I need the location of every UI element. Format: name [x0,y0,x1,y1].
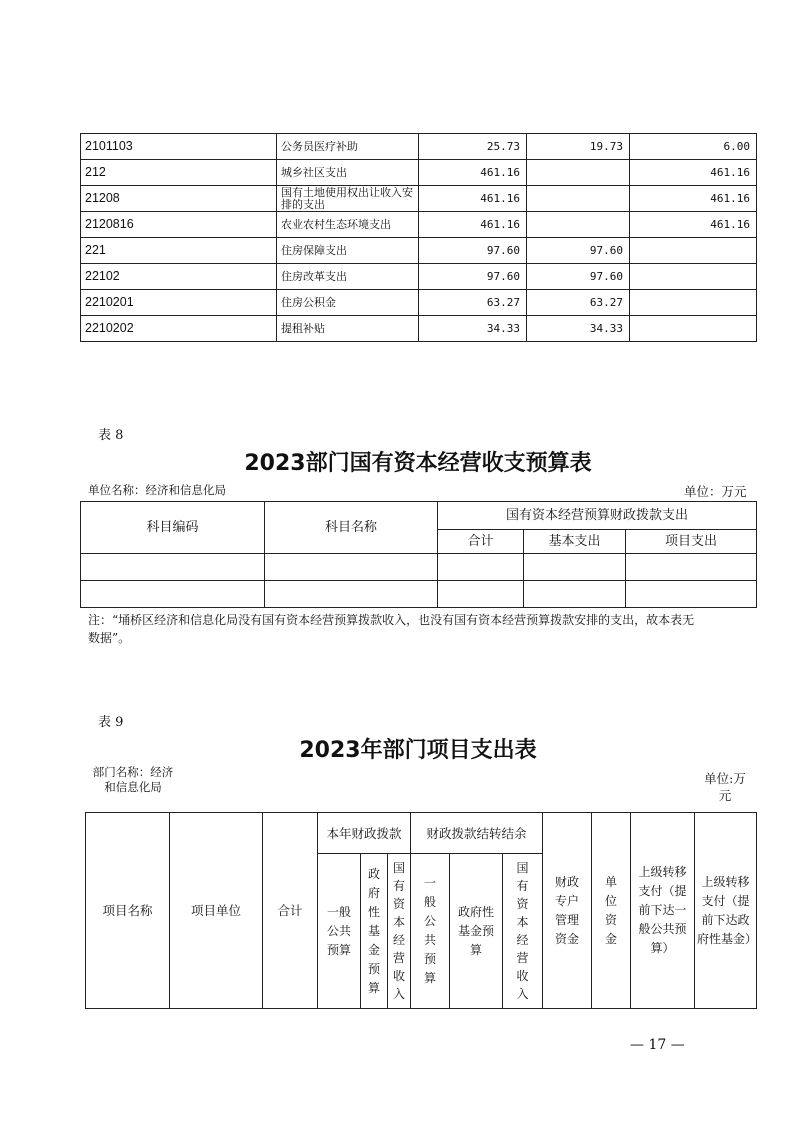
header-state-capital [388,854,411,1009]
row-project [630,316,757,342]
header-gov-fund-text: 政府性基金预算 [367,866,380,995]
row-total: 97.60 [419,264,527,290]
header-unit-funds [592,813,631,1009]
row-total: 461.16 [419,212,527,238]
project-expenditure-table [85,812,757,1009]
header-carryover: 财政拨款结转结余 [411,813,543,854]
row-total: 25.73 [419,134,527,160]
row-basic [527,160,630,186]
header-carry-gov-fund-text: 政府性基金预算 [458,904,495,957]
row-name: 公务员医疗补助 [277,134,419,160]
header-carry-general-text: 一般公共预算 [424,876,437,985]
row-name: 提租补贴 [277,316,419,342]
table-row [81,554,757,581]
header-general-public [318,854,361,1009]
header-carry-state-capital [503,854,543,1009]
header-special-account-text: 财政专户管理资金 [555,874,580,946]
header-total: 合计 [263,813,318,1009]
row-name: 住房保障支出 [277,238,419,264]
row-code: 221 [81,238,277,264]
row-code: 212 [81,160,277,186]
header-special-account [543,813,592,1009]
table8-title: 2023部门国有资本经营收支预算表 [244,451,592,476]
table-row [81,316,757,342]
header-project-name: 项目名称 [86,813,170,1009]
table8-label: 表 8 [98,428,124,443]
row-basic: 34.33 [527,316,630,342]
table-row [81,134,757,160]
row-project: 6.00 [630,134,757,160]
table-row [81,238,757,264]
header-gov-fund [361,854,388,1009]
row-name: 国有土地使用权出让收入安排的支出 [277,186,419,212]
table9-label: 表 9 [98,715,124,730]
row-basic: 97.60 [527,264,630,290]
row-project [630,290,757,316]
row-basic [527,212,630,238]
header-group: 国有资本经营预算财政拨款支出 [438,502,757,530]
header-unit-funds-text: 单位资金 [605,874,618,946]
row-name: 城乡社区支出 [277,160,419,186]
table9-unit: 单位:万元 [704,771,746,803]
row-basic: 19.73 [527,134,630,160]
row-name: 农业农村生态环境支出 [277,212,419,238]
row-project [630,238,757,264]
header-transfer-general: 上级转移支付（提前下达一般公共预算） [631,813,695,1009]
table8-note: 注：“埇桥区经济和信息化局没有国有资本经营预算拨款收入，也没有国有资本经营预算拨款安排的支出，故本表无数据”。 [88,613,695,645]
header-project: 项目支出 [626,530,757,554]
row-project: 461.16 [630,212,757,238]
row-code: 22102 [81,264,277,290]
table8-unit: 单位：万元 [684,484,747,499]
row-basic: 97.60 [527,238,630,264]
header-carry-gov-fund [450,854,503,1009]
header-carry-general [411,854,450,1009]
table-row [81,290,757,316]
table-row [81,212,757,238]
table9-dept-name: 部门名称：经济和信息化局 [92,765,174,794]
row-total: 34.33 [419,316,527,342]
header-current-year: 本年财政拨款 [318,813,411,854]
table9-title: 2023年部门项目支出表 [299,738,537,763]
header-general-public-text: 一般公共预算 [326,904,351,957]
expenditure-table [80,133,757,342]
row-code: 2101103 [81,134,277,160]
row-total: 461.16 [419,186,527,212]
row-total: 63.27 [419,290,527,316]
header-project-unit: 项目单位 [170,813,263,1009]
row-name: 住房公积金 [277,290,419,316]
header-carry-state-capital-text: 国有资本经营收入 [516,861,529,1001]
table-row [81,160,757,186]
header-name: 科目名称 [265,502,438,554]
row-code: 21208 [81,186,277,212]
table-row [81,581,757,608]
row-total: 461.16 [419,160,527,186]
row-total: 97.60 [419,238,527,264]
row-code: 2210202 [81,316,277,342]
header-total: 合计 [438,530,524,554]
table-row [81,264,757,290]
header-basic: 基本支出 [524,530,626,554]
row-name: 住房改革支出 [277,264,419,290]
row-code: 2210201 [81,290,277,316]
row-project [630,264,757,290]
row-project: 461.16 [630,160,757,186]
header-state-capital-text: 国有资本经营收入 [392,861,405,1001]
row-basic [527,186,630,212]
header-transfer-fund: 上级转移支付（提前下达政府性基金） [695,813,757,1009]
row-project: 461.16 [630,186,757,212]
table8-unit-name: 单位名称：经济和信息化局 [88,483,226,497]
row-code: 2120816 [81,212,277,238]
header-code: 科目编码 [81,502,265,554]
row-basic: 63.27 [527,290,630,316]
state-capital-budget-table [80,501,757,608]
page-number: — 17 — [630,1037,685,1053]
table-row [81,186,757,212]
